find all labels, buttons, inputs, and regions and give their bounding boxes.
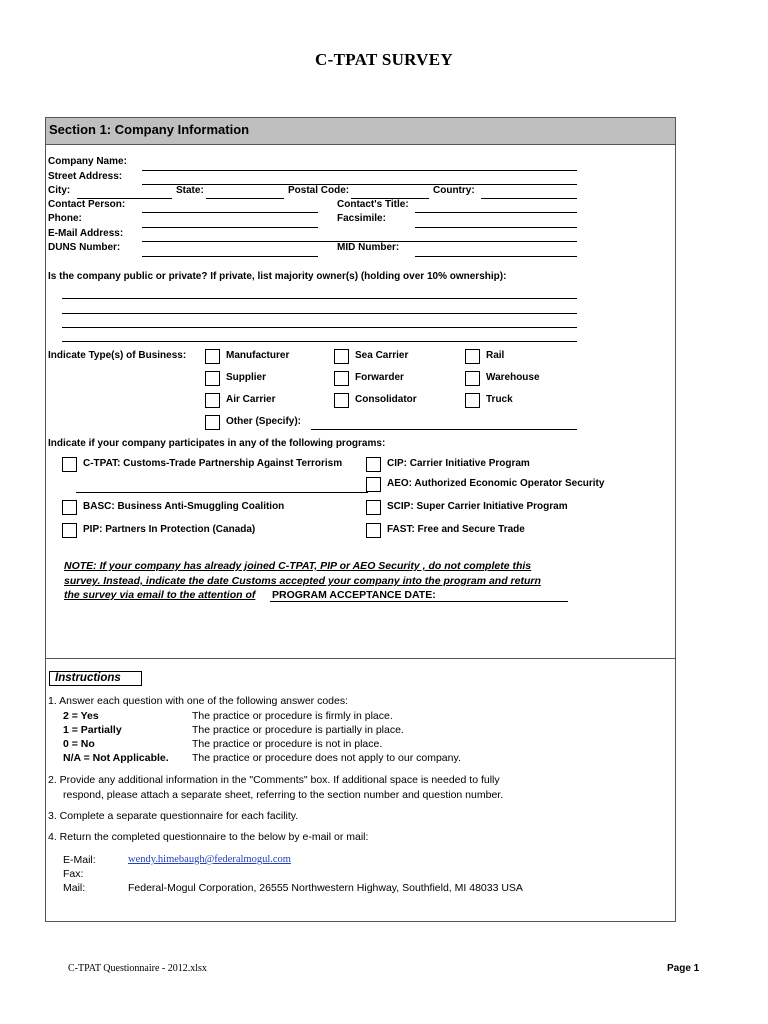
footer-page-number: Page 1 [667, 963, 700, 974]
mail-label: Mail: [63, 882, 86, 894]
ownership-answer-line[interactable] [62, 327, 577, 328]
note-line-3: the survey via email to the attention of [64, 589, 256, 601]
air-carrier-label: Air Carrier [226, 394, 276, 405]
warehouse-checkbox[interactable] [465, 371, 480, 386]
phone-label: Phone: [48, 213, 82, 224]
fax-label: Fax: [63, 868, 84, 880]
page-title: C-TPAT SURVEY [315, 50, 453, 69]
cip-label: CIP: Carrier Initiative Program [387, 458, 530, 469]
ctpat-label: C-TPAT: Customs-Trade Partnership Against Terrorism [83, 458, 343, 469]
section-divider [46, 658, 675, 659]
pip-label: PIP: Partners In Protection (Canada) [83, 524, 256, 535]
sea-carrier-checkbox[interactable] [334, 349, 349, 364]
ctpat-checkbox[interactable] [62, 457, 77, 472]
scip-label: SCIP: Super Carrier Initiative Program [387, 501, 568, 512]
email-address-label: E-Mail Address: [48, 228, 124, 239]
sea-carrier-label: Sea Carrier [355, 350, 409, 361]
supplier-checkbox[interactable] [205, 371, 220, 386]
ownership-answer-line[interactable] [62, 341, 577, 342]
code-no-desc: The practice or procedure is not in place. [192, 738, 383, 750]
city-label: City: [48, 185, 71, 196]
programs-label: Indicate if your company participates in any of the following programs: [48, 438, 386, 449]
supplier-label: Supplier [226, 372, 267, 383]
manufacturer-checkbox[interactable] [205, 349, 220, 364]
forwarder-checkbox[interactable] [334, 371, 349, 386]
other-label: Other (Specify): [226, 416, 302, 427]
section-1-heading: Section 1: Company Information [49, 122, 250, 137]
footer-filename: C-TPAT Questionnaire - 2012.xlsx [68, 963, 207, 974]
country-label: Country: [433, 185, 475, 196]
ownership-answer-line[interactable] [62, 298, 577, 299]
form-frame [45, 117, 676, 922]
duns-number-field[interactable] [142, 256, 318, 257]
instruction-4: 4. Return the completed questionnaire to the below by e-mail or mail: [48, 831, 369, 843]
code-yes: 2 = Yes [63, 710, 99, 722]
code-partially-desc: The practice or procedure is partially in place. [192, 724, 404, 736]
facsimile-field[interactable] [415, 227, 577, 228]
postal-code-label: Postal Code: [288, 185, 350, 196]
section-1-header [46, 118, 675, 145]
contact-person-field[interactable] [142, 212, 318, 213]
contacts-title-label: Contact's Title: [337, 199, 409, 210]
basc-checkbox[interactable] [62, 500, 77, 515]
instruction-3: 3. Complete a separate questionnaire for each facility. [48, 810, 299, 822]
code-yes-desc: The practice or procedure is firmly in place. [192, 710, 393, 722]
truck-label: Truck [486, 394, 513, 405]
cip-checkbox[interactable] [366, 457, 381, 472]
rail-label: Rail [486, 350, 505, 361]
fast-label: FAST: Free and Secure Trade [387, 524, 525, 535]
contacts-title-field[interactable] [415, 212, 577, 213]
note-line-1: NOTE: If your company has already joined C-TPAT, PIP or AEO Security , do not complete this [64, 560, 532, 572]
email-label: E-Mail: [63, 854, 96, 866]
instructions-header [49, 671, 142, 686]
manufacturer-label: Manufacturer [226, 350, 290, 361]
contact-email-link[interactable]: wendy.himebaugh@federalmogul.com [128, 854, 291, 865]
business-type-label: Indicate Type(s) of Business: [48, 350, 187, 361]
acceptance-date-field[interactable] [270, 601, 568, 602]
note-line-2: survey. Instead, indicate the date Customs accepted your company into the program and return [64, 575, 541, 587]
aeo-label: AEO: Authorized Economic Operator Security [387, 478, 605, 489]
code-partially: 1 = Partially [63, 724, 122, 736]
pip-checkbox[interactable] [62, 523, 77, 538]
aeo-checkbox[interactable] [366, 477, 381, 492]
instruction-2: 2. Provide any additional information in the "Comments" box. If additional space is needed to fully [48, 774, 500, 786]
contact-person-label: Contact Person: [48, 199, 126, 210]
duns-number-label: DUNS Number: [48, 242, 121, 253]
instructions-heading: Instructions [55, 672, 121, 684]
ctpat-detail-line[interactable] [76, 492, 368, 493]
fast-checkbox[interactable] [366, 523, 381, 538]
state-field[interactable] [206, 198, 284, 199]
other-specify-field[interactable] [311, 429, 577, 430]
consolidator-label: Consolidator [355, 394, 417, 405]
company-name-field[interactable] [142, 170, 577, 171]
basc-label: BASC: Business Anti-Smuggling Coalition [83, 501, 285, 512]
truck-checkbox[interactable] [465, 393, 480, 408]
instruction-1: 1. Answer each question with one of the following answer codes: [48, 695, 349, 707]
forwarder-label: Forwarder [355, 372, 404, 383]
instruction-2-cont: respond, please attach a separate sheet, referring to the section number and question number. [63, 789, 504, 801]
code-na-desc: The practice or procedure does not apply to our company. [192, 752, 461, 764]
ownership-question: Is the company public or private? If private, list majority owner(s) (holding over 10% ownership): [48, 271, 507, 282]
other-checkbox[interactable] [205, 415, 220, 430]
street-address-label: Street Address: [48, 171, 123, 182]
mid-number-label: MID Number: [337, 242, 400, 253]
scip-checkbox[interactable] [366, 500, 381, 515]
consolidator-checkbox[interactable] [334, 393, 349, 408]
code-na: N/A = Not Applicable. [63, 752, 169, 764]
country-field[interactable] [481, 198, 577, 199]
ownership-answer-line[interactable] [62, 313, 577, 314]
company-name-label: Company Name: [48, 156, 127, 167]
phone-field[interactable] [142, 227, 318, 228]
mid-number-field[interactable] [415, 256, 577, 257]
air-carrier-checkbox[interactable] [205, 393, 220, 408]
rail-checkbox[interactable] [465, 349, 480, 364]
code-no: 0 = No [63, 738, 95, 750]
state-label: State: [176, 185, 204, 196]
street-address-field[interactable] [142, 184, 577, 185]
mail-address: Federal-Mogul Corporation, 26555 Northwestern Highway, Southfield, MI 48033 USA [128, 882, 523, 894]
facsimile-label: Facsimile: [337, 213, 386, 224]
warehouse-label: Warehouse [486, 372, 540, 383]
acceptance-date-label: PROGRAM ACCEPTANCE DATE: [272, 589, 436, 601]
